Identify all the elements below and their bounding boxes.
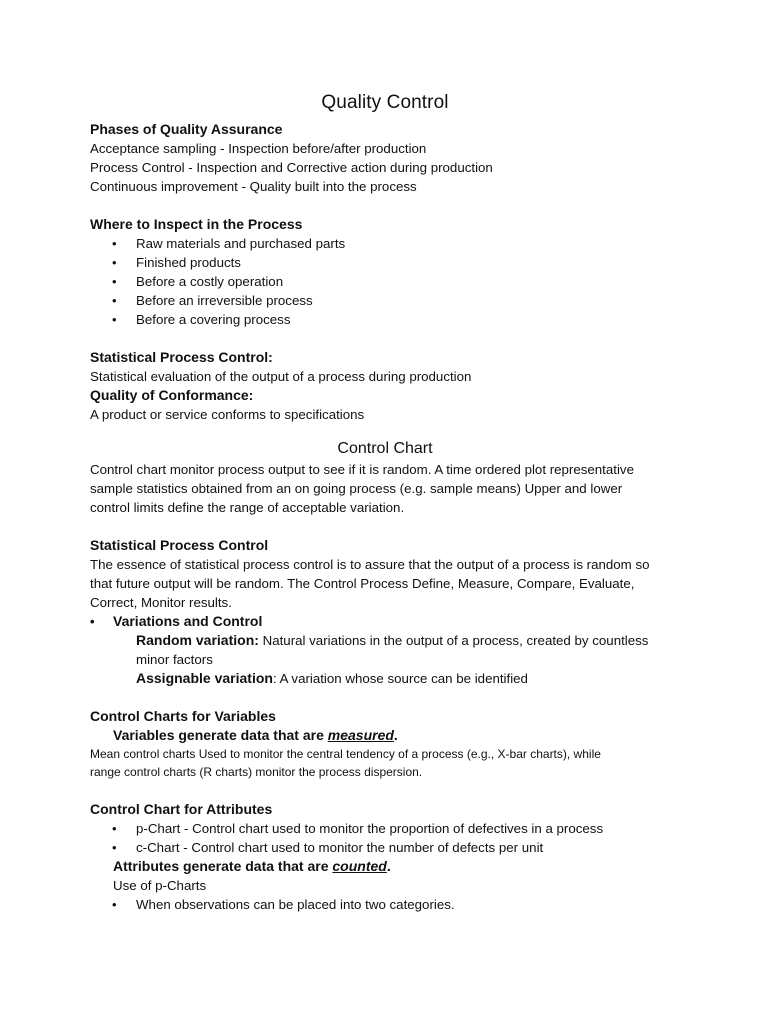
bullet-icon: • <box>112 236 117 251</box>
spc-line-3: Correct, Monitor results. <box>90 595 232 610</box>
phases-line-1: Acceptance sampling - Inspection before/after production <box>90 141 427 156</box>
list-item: • Before an irreversible process <box>112 293 313 308</box>
list-item: • Finished products <box>112 255 241 270</box>
list-item: • Raw materials and purchased parts <box>112 236 346 251</box>
bullet-icon: • <box>112 274 117 289</box>
heading-control-chart-attributes: Control Chart for Attributes <box>90 801 273 817</box>
variables-measured-note: Variables generate data that are measured. <box>113 727 398 743</box>
spc-definition-text: Statistical evaluation of the output of a process during production <box>90 369 472 384</box>
attributes-list <box>90 819 680 857</box>
heading-where-inspect: Where to Inspect in the Process <box>90 216 303 232</box>
heading-quality-conformance: Quality of Conformance: <box>90 387 254 403</box>
random-variation: Random variation: Natural variations in the output of a process, created by countless <box>136 632 649 648</box>
assignable-variation: Assignable variation: A variation whose source can be identified <box>136 670 528 686</box>
bullet-icon: • <box>90 614 95 629</box>
bullet-icon: • <box>112 821 117 836</box>
attributes-counted-note: Attributes generate data that are counted. <box>113 858 391 874</box>
bullet-icon: • <box>112 840 117 855</box>
heading-spc: Statistical Process Control <box>90 537 269 553</box>
list-item: • p-Chart - Control chart used to monitor the proportion of defectives in a process <box>112 821 604 836</box>
list-item: • Variations and Control <box>90 613 263 629</box>
list-item: • Before a covering process <box>112 312 291 327</box>
where-inspect-list <box>90 234 680 329</box>
control-chart-line-1: Control chart monitor process output to see if it is random. A time ordered plot representative <box>90 462 634 477</box>
heading-control-charts-variables: Control Charts for Variables <box>90 708 276 724</box>
phases-line-2: Process Control - Inspection and Corrective action during production <box>90 160 493 175</box>
page-title: Quality Control <box>321 92 449 113</box>
bullet-icon: • <box>112 255 117 270</box>
bullet-icon: • <box>112 897 117 912</box>
list-item: • When observations can be placed into two categories. <box>112 897 455 912</box>
phases-line-3: Continuous improvement - Quality built into the process <box>90 179 417 194</box>
spc-line-2: that future output will be random. The Control Process Define, Measure, Compare, Evaluate, <box>90 576 635 591</box>
list-item: • c-Chart - Control chart used to monitor the number of defects per unit <box>112 840 544 855</box>
ccv-line-1: Mean control charts Used to monitor the central tendency of a process (e.g., X-bar charts), while <box>90 747 601 761</box>
p-chart-use-list <box>90 895 680 914</box>
spc-line-1: The essence of statistical process control is to assure that the output of a process is random so <box>90 557 650 572</box>
quality-conformance-text: A product or service conforms to specifications <box>90 407 365 422</box>
use-of-p-charts: Use of p-Charts <box>113 878 207 893</box>
ccv-line-2: range control charts (R charts) monitor the process dispersion. <box>90 765 423 779</box>
random-variation-cont: minor factors <box>136 652 213 667</box>
control-chart-line-3: control limits define the range of acceptable variation. <box>90 500 405 515</box>
heading-spc-definition: Statistical Process Control: <box>90 349 273 365</box>
heading-phases: Phases of Quality Assurance <box>90 121 283 137</box>
section-title-control-chart: Control Chart <box>337 440 433 457</box>
document-content <box>90 92 680 914</box>
control-chart-line-2: sample statistics obtained from an on going process (e.g. sample means) Upper and lower <box>90 481 623 496</box>
bullet-icon: • <box>112 312 117 327</box>
bullet-icon: • <box>112 293 117 308</box>
list-item: • Before a costly operation <box>112 274 284 289</box>
